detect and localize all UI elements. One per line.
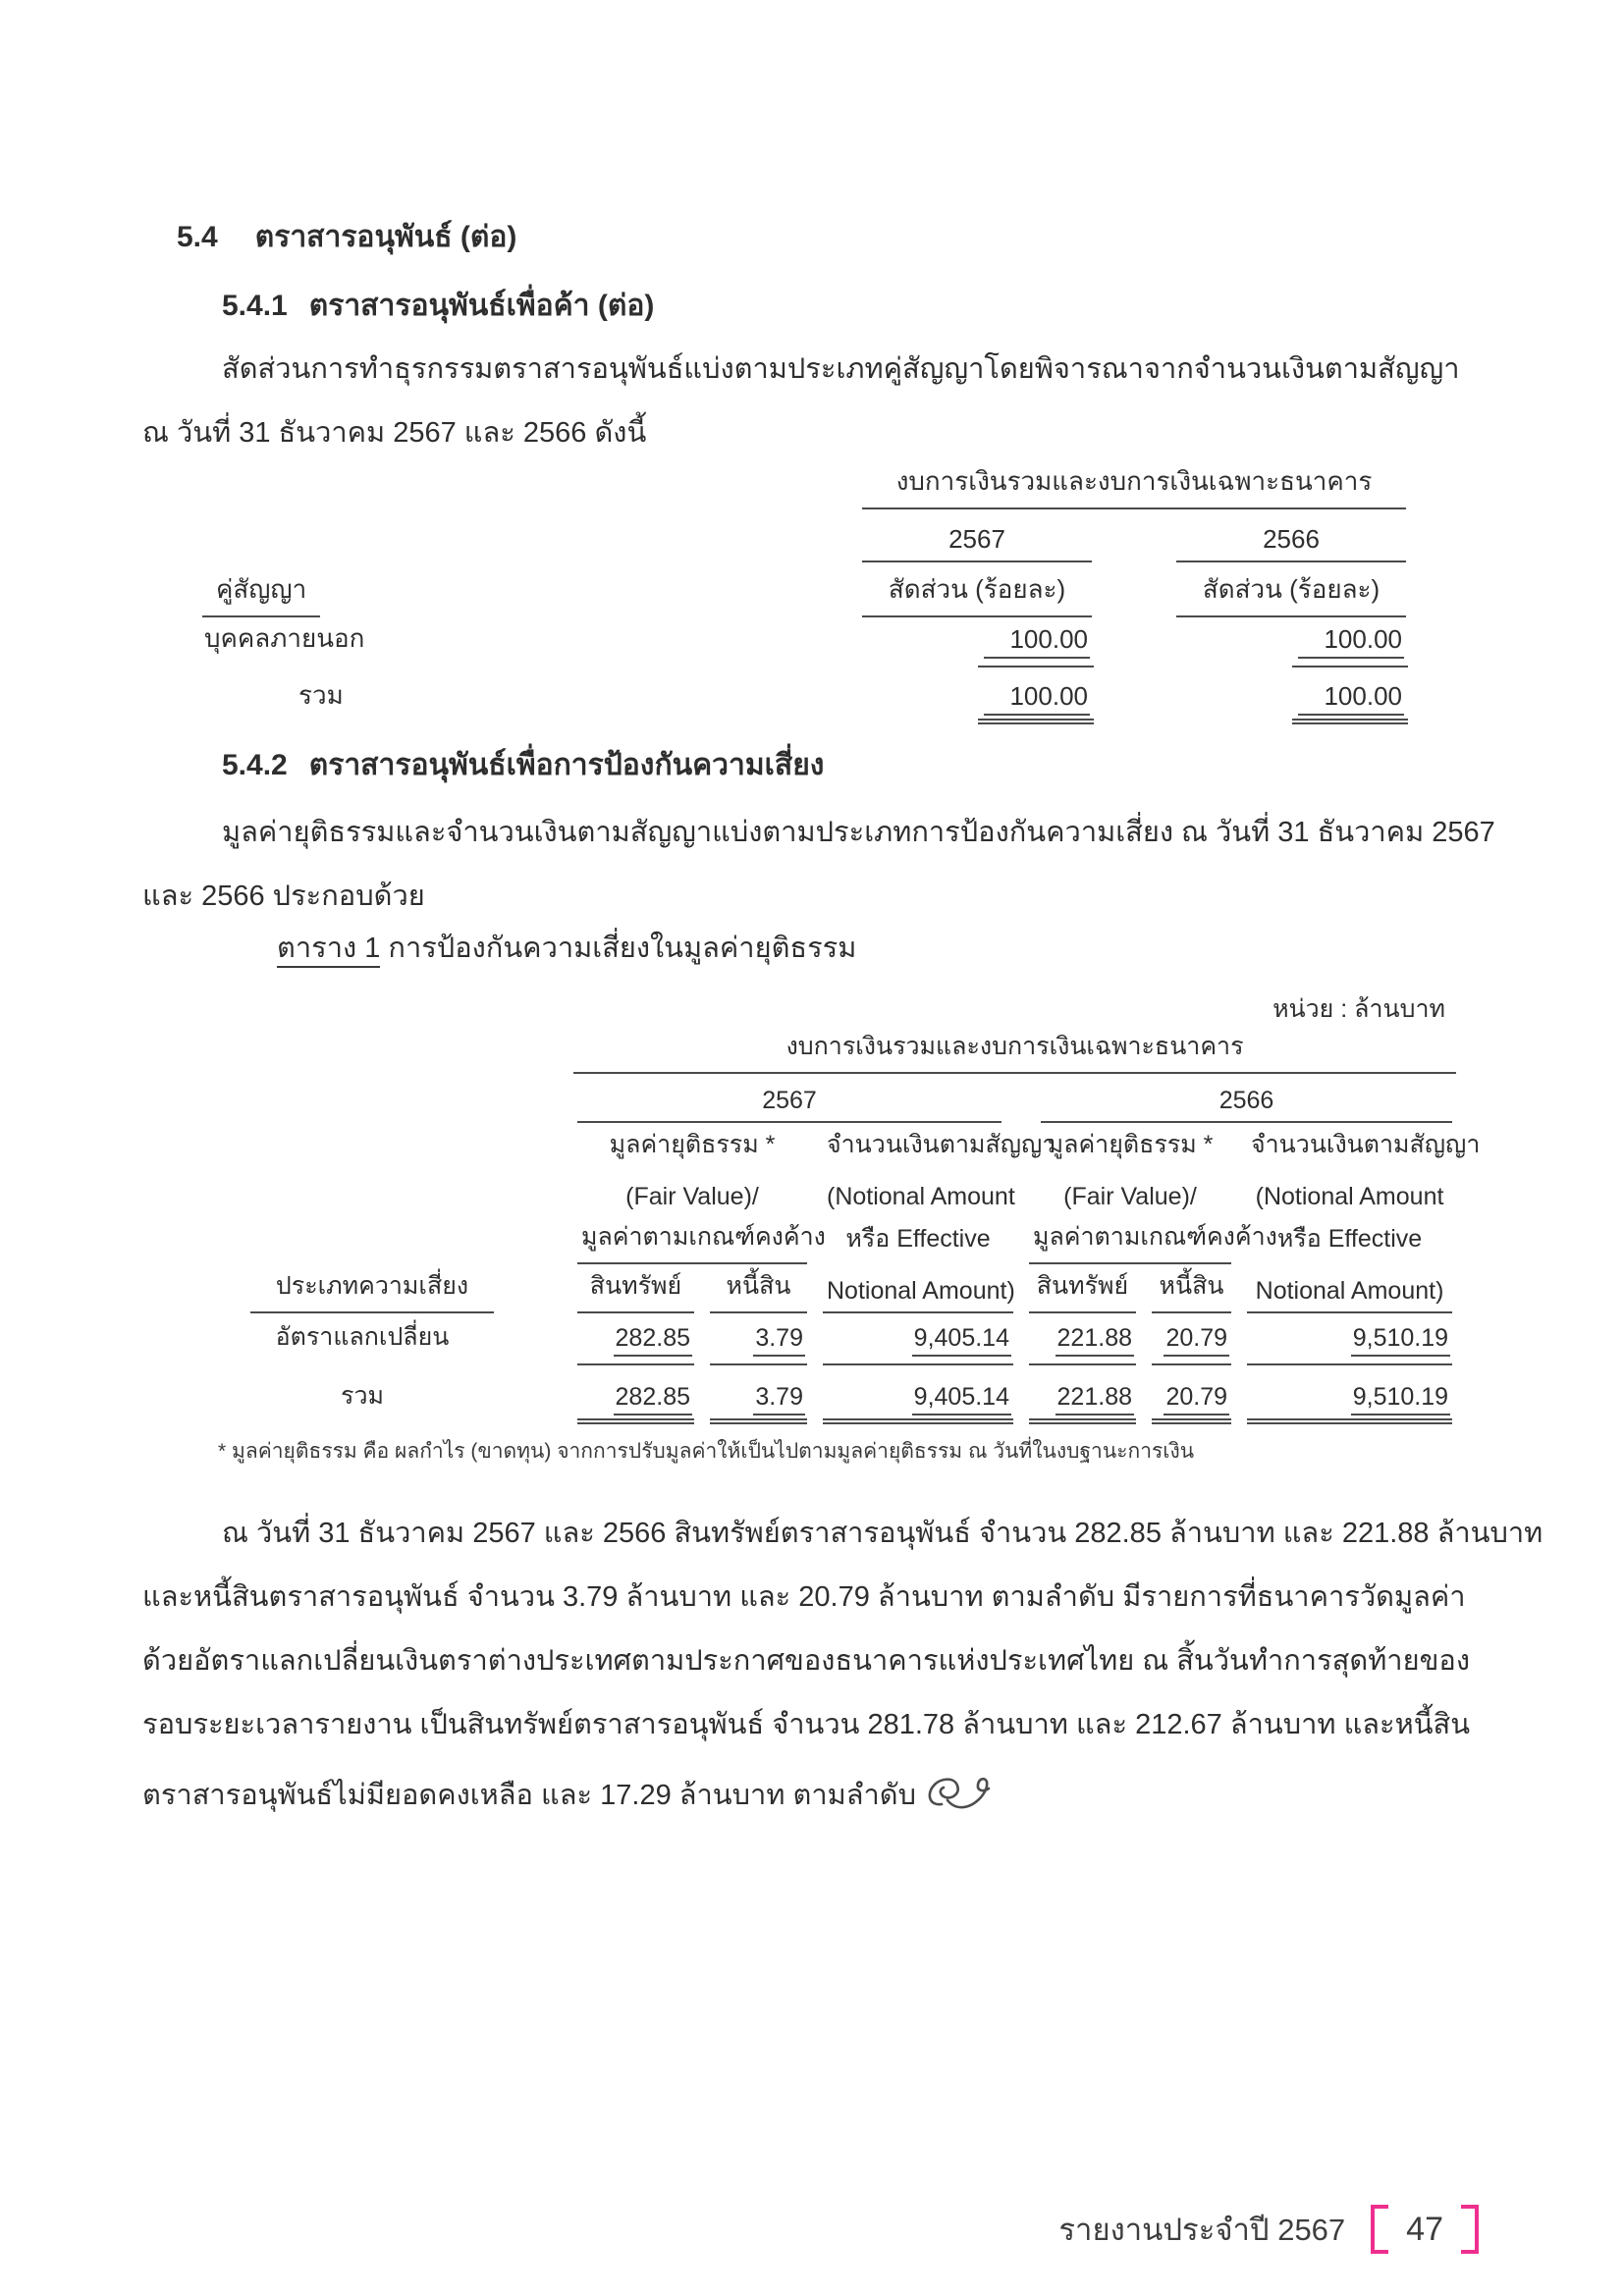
section-5-4-2-paragraph-line-2: และ 2566 ประกอบด้วย — [142, 881, 425, 912]
t1-total-2567: 100.00 — [984, 681, 1090, 716]
table-1-caption-rest: การป้องกันความเสี่ยงในมูลค่ายุติธรรม — [380, 933, 857, 964]
t2-fv-header-line2-2567: (Fair Value)/ — [625, 1183, 759, 1210]
t1-total-2566: 100.00 — [1298, 681, 1404, 716]
t2-liability-header-2567: หนี้สิน — [710, 1266, 807, 1313]
closing-paragraph-line-5 — [142, 1765, 995, 1830]
t2-asset-2566: 221.88 — [1056, 1324, 1134, 1357]
hedging-table — [196, 1027, 1481, 1431]
section-5-4-2-heading — [222, 742, 824, 788]
t2-notional-2567: 9,405.14 — [912, 1324, 1011, 1357]
t2-fv-header-line2-2566: (Fair Value)/ — [1063, 1183, 1197, 1210]
t2-fv-header-line1-2567: มูลค่ายุติธรรม * — [609, 1131, 776, 1158]
table-1-caption — [277, 925, 856, 970]
t2-asset-header-2567: สินทรัพย์ — [577, 1266, 694, 1313]
t2-asset-2567: 282.85 — [614, 1324, 692, 1357]
table-row-total — [196, 1372, 1460, 1431]
t1-row-label: บุคคลภายนอก — [204, 623, 365, 653]
page-number: 47 — [1406, 2210, 1443, 2248]
section-5-4-1-heading — [222, 283, 654, 329]
section-5-4-2-title: ตราสารอนุพันธ์เพื่อการป้องกันความเสี่ยง — [308, 749, 825, 781]
closing-paragraph-line-4: รอบระยะเวลารายงาน เป็นสินทรัพย์ตราสารอนุพันธ์ จำนวน 281.78 ล้านบาท และ 212.67 ล้านบาท และหนี้สิน — [142, 1709, 1471, 1740]
t2-liability-2566: 20.79 — [1164, 1324, 1229, 1357]
table-row — [196, 617, 1414, 674]
t2-total-asset-2567: 282.85 — [614, 1383, 692, 1415]
t2-total-label: รวม — [341, 1382, 384, 1410]
table-1-caption-prefix: ตาราง 1 — [277, 933, 380, 968]
t2-liability-2567: 3.79 — [753, 1324, 805, 1357]
closing-paragraph-line-5-text: ตราสารอนุพันธ์ไม่มียอดคงเหลือ และ 17.29 ล้านบาท ตามลำดับ — [142, 1780, 917, 1811]
t2-total-notional-2566: 9,510.19 — [1351, 1383, 1450, 1415]
section-5-4-1-paragraph-line-1: สัดส่วนการทำธุรกรรมตราสารอนุพันธ์แบ่งตามประเภทคู่สัญญาโดยพิจารณาจากจำนวนเงินตามสัญญา — [222, 353, 1460, 385]
section-5-4-1-title: ตราสารอนุพันธ์เพื่อค้า (ต่อ) — [308, 290, 655, 322]
closing-paragraph-line-3: ด้วยอัตราแลกเปลี่ยนเงินตราต่างประเทศตามประกาศของธนาคารแห่งประเทศไทย ณ สิ้นวันทำการสุดท้ายของ — [142, 1645, 1470, 1677]
table-footnote: * มูลค่ายุติธรรม คือ ผลกำไร (ขาดทุน) จากการปรับมูลค่าให้เป็นไปตามมูลค่ายุติธรรม ณ วันที่ในงบฐานะการเงิน — [218, 1440, 1195, 1463]
t2-notional-2566: 9,510.19 — [1351, 1324, 1450, 1357]
t1-year-2566: 2566 — [1176, 524, 1406, 562]
t1-year-2567: 2567 — [862, 524, 1092, 562]
t2-notional-header-line1-2567: จำนวนเงินตามสัญญา — [827, 1131, 1056, 1158]
section-5-4-2-number: 5.4.2 — [222, 749, 288, 781]
t2-fv-header-line1-2566: มูลค่ายุติธรรม * — [1047, 1131, 1214, 1158]
left-bracket-icon — [1371, 2205, 1388, 2254]
t2-notional-header-line4-2566: Notional Amount) — [1247, 1277, 1452, 1313]
t2-total-liability-2567: 3.79 — [753, 1383, 805, 1415]
t2-notional-header-line2-2566: (Notional Amount — [1255, 1183, 1444, 1210]
section-5-4-title: ตราสารอนุพันธ์ (ต่อ) — [254, 221, 517, 253]
closing-paragraph-line-1: ณ วันที่ 31 ธันวาคม 2567 และ 2566 สินทรัพย์ตราสารอนุพันธ์ จำนวน 282.85 ล้านบาท และ 221.88 ล้านบาท — [222, 1518, 1543, 1549]
t2-year-2566: 2566 — [1041, 1087, 1452, 1123]
t1-group-header: งบการเงินรวมและงบการเงินเฉพาะธนาคาร — [862, 461, 1406, 509]
t2-row-label: อัตราแลกเปลี่ยน — [275, 1323, 450, 1351]
t2-fv-header-line3-2567: มูลค่าตามเกณฑ์คงค้าง — [577, 1217, 807, 1264]
t1-row-header: คู่สัญญา — [202, 569, 320, 617]
t2-notional-header-line3-2566: หรือ Effective — [1276, 1225, 1423, 1253]
handwritten-initial-mark — [922, 1765, 995, 1830]
section-5-4-1-number: 5.4.1 — [222, 290, 288, 322]
section-5-4-1-paragraph-line-2: ณ วันที่ 31 ธันวาคม 2567 และ 2566 ดังนี้ — [142, 417, 647, 449]
section-5-4-heading — [177, 214, 516, 260]
t2-total-notional-2567: 9,405.14 — [912, 1383, 1011, 1415]
t2-fv-header-line3-2566: มูลค่าตามเกณฑ์คงค้าง — [1029, 1217, 1231, 1264]
t1-subheader-2567: สัดส่วน (ร้อยละ) — [862, 569, 1092, 617]
closing-paragraph-line-2: และหนี้สินตราสารอนุพันธ์ จำนวน 3.79 ล้านบาท และ 20.79 ล้านบาท ตามลำดับ มีรายการที่ธนาคารวัดมูลค่า — [142, 1581, 1466, 1613]
t2-asset-header-2566: สินทรัพย์ — [1029, 1266, 1136, 1313]
t2-group-header: งบการเงินรวมและงบการเงินเฉพาะธนาคาร — [573, 1027, 1456, 1074]
section-5-4-2-paragraph-line-1: มูลค่ายุติธรรมและจำนวนเงินตามสัญญาแบ่งตามประเภทการป้องกันความเสี่ยง ณ วันที่ 31 ธันวาคม 2567 — [222, 817, 1495, 848]
t1-value-2566: 100.00 — [1298, 624, 1404, 659]
t2-notional-header-line2-2567: (Notional Amount — [827, 1183, 1015, 1210]
table-row-total — [196, 674, 1414, 731]
t2-liability-header-2566: หนี้สิน — [1152, 1266, 1231, 1313]
section-5-4-number: 5.4 — [177, 221, 218, 253]
t1-value-2567: 100.00 — [984, 624, 1090, 659]
table-row — [196, 1313, 1460, 1372]
page-footer — [1058, 2205, 1479, 2254]
t2-row-header: ประเภทความเสี่ยง — [250, 1266, 494, 1313]
counterparty-table — [196, 461, 1414, 731]
t1-subheader-2566: สัดส่วน (ร้อยละ) — [1176, 569, 1406, 617]
t2-notional-header-line3-2567: หรือ Effective — [845, 1225, 991, 1253]
right-bracket-icon — [1461, 2205, 1479, 2254]
unit-label: หน่วย : ล้านบาท — [1272, 995, 1445, 1023]
t2-notional-header-line4-2567: Notional Amount) — [823, 1277, 1013, 1313]
t1-total-label: รวม — [298, 680, 344, 710]
t2-total-liability-2566: 20.79 — [1164, 1383, 1229, 1415]
report-title: รายงานประจำปี 2567 — [1058, 2213, 1346, 2247]
t2-total-asset-2566: 221.88 — [1056, 1383, 1134, 1415]
t2-notional-header-line1-2566: จำนวนเงินตามสัญญา — [1251, 1131, 1481, 1158]
t2-year-2567: 2567 — [577, 1087, 1001, 1123]
